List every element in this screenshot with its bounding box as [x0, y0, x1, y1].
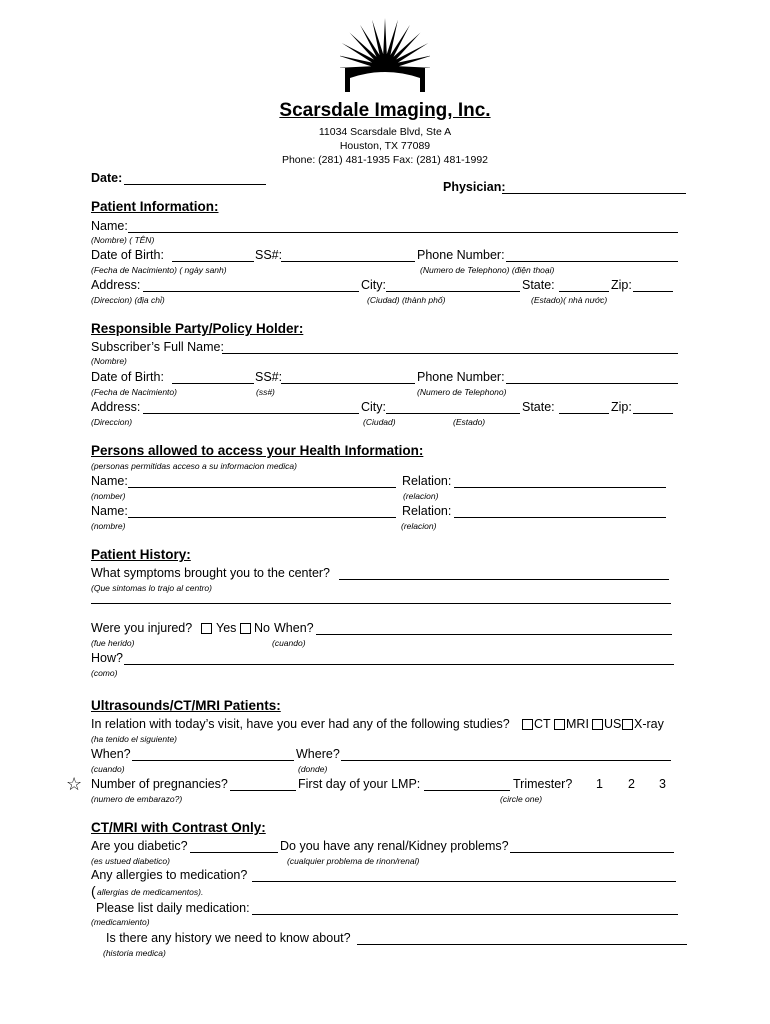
patient-address-label: Address:	[91, 278, 141, 292]
studies-question: In relation with today’s visit, have you ever had any of the following studies?	[91, 717, 510, 731]
patient-city-label: City:	[361, 278, 386, 292]
trimester-option-1[interactable]: 1	[596, 777, 603, 791]
extra-history-label: Is there any history we need to know about?	[106, 931, 351, 945]
resp-dob-label: Date of Birth:	[91, 370, 164, 384]
resp-zip-field[interactable]	[633, 413, 673, 414]
company-city: Houston, TX 77089	[339, 140, 431, 152]
access-name1-field[interactable]	[128, 487, 396, 488]
symptoms-field[interactable]	[339, 579, 669, 580]
patient-dob-field[interactable]	[172, 261, 254, 262]
patient-phone-field[interactable]	[506, 261, 678, 262]
access-relation2-label: Relation:	[402, 504, 452, 518]
patient-city-sub: (Ciudad) (thành phố)	[367, 295, 446, 305]
patient-address-sub: (Direccion) (địa chỉ)	[91, 295, 165, 305]
ct-label: CT	[534, 717, 551, 731]
studies-question-sub: (ha tenido el siguiente)	[91, 734, 178, 744]
access-heading: Persons allowed to access your Health Information:	[91, 443, 424, 458]
extra-history-field[interactable]	[357, 944, 687, 945]
medication-label: Please list daily medication:	[96, 901, 250, 915]
symptoms-label: What symptoms brought you to the center?	[91, 566, 331, 580]
company-street: 11034 Scarsdale Blvd, Ste A	[318, 126, 452, 138]
diabetic-label: Are you diabetic?	[91, 839, 188, 853]
resp-state-label: State:	[522, 400, 555, 414]
resp-phone-sub: (Numero de Telephono)	[417, 387, 507, 397]
us-label: US	[604, 717, 622, 731]
imaging-heading: Ultrasounds/CT/MRI Patients:	[91, 698, 281, 713]
how-label: How?	[91, 651, 123, 665]
patient-ss-label: SS#:	[255, 248, 283, 262]
resp-dob-sub: (Fecha de Nacimiento)	[91, 387, 177, 397]
study-when-sub: (cuando)	[91, 764, 125, 774]
access-name2-sub: (nombre)	[91, 521, 126, 531]
injured-when-label: When?	[274, 621, 314, 635]
resp-address-field[interactable]	[143, 413, 359, 414]
injured-when-field[interactable]	[316, 634, 672, 635]
injured-no-label: No	[254, 621, 270, 635]
star-icon: ☆	[66, 774, 83, 794]
sunburst-logo-icon	[340, 16, 430, 92]
company-phone-fax: Phone: (281) 481-1935 Fax: (281) 481-1992	[281, 154, 489, 166]
access-relation2-field[interactable]	[454, 517, 666, 518]
subscriber-label: Subscriber’s Full Name:	[91, 340, 224, 354]
medication-field[interactable]	[252, 914, 678, 915]
diabetic-field[interactable]	[190, 852, 278, 853]
access-relation1-sub: (relacion)	[403, 491, 439, 501]
trimester-option-3[interactable]: 3	[659, 777, 666, 791]
patient-phone-sub: (Numero de Telephono) (điện thoại)	[420, 265, 555, 275]
patient-dob-sub: (Fecha de Nacimiento) ( ngày sanh)	[91, 265, 227, 275]
study-where-label: Where?	[296, 747, 340, 761]
xray-label: X-ray	[634, 717, 664, 731]
how-field[interactable]	[124, 664, 674, 665]
renal-field[interactable]	[510, 852, 674, 853]
access-heading-sub: (personas permitidas acceso a su informacion medica)	[91, 461, 297, 471]
responsible-heading: Responsible Party/Policy Holder:	[91, 321, 304, 336]
lmp-label: First day of your LMP:	[298, 777, 421, 791]
patient-dob-label: Date of Birth:	[91, 248, 164, 262]
diabetic-sub: (es ustued diabetico)	[91, 856, 170, 866]
access-relation1-field[interactable]	[454, 487, 666, 488]
allergies-sub: allergias de medicamentos).	[97, 887, 204, 897]
us-checkbox[interactable]	[592, 719, 603, 730]
xray-checkbox[interactable]	[622, 719, 633, 730]
access-name2-field[interactable]	[128, 517, 396, 518]
access-relation2-sub: (relacion)	[401, 521, 437, 531]
injured-when-sub: (cuando)	[272, 638, 306, 648]
resp-city-sub: (Ciudad)	[363, 417, 396, 427]
study-when-field[interactable]	[132, 760, 294, 761]
injured-sub: (fue herido)	[91, 638, 135, 648]
resp-dob-field[interactable]	[172, 383, 254, 384]
resp-city-label: City:	[361, 400, 386, 414]
subscriber-field[interactable]	[222, 353, 678, 354]
patient-state-label: State:	[522, 278, 555, 292]
resp-address-label: Address:	[91, 400, 141, 414]
access-name1-label: Name:	[91, 474, 128, 488]
resp-state-sub: (Estado)	[453, 417, 486, 427]
medication-sub: (medicamiento)	[91, 917, 150, 927]
patient-name-sub: (Nombre) ( TÊN)	[91, 235, 155, 245]
pregnancies-sub: (numero de embarazo?)	[91, 794, 183, 804]
renal-label: Do you have any renal/Kidney problems?	[280, 839, 509, 853]
patient-zip-label: Zip:	[611, 278, 632, 292]
resp-address-sub: (Direccion)	[91, 417, 133, 427]
resp-zip-label: Zip:	[611, 400, 632, 414]
mri-label: MRI	[566, 717, 589, 731]
injured-yes-label: Yes	[216, 621, 237, 635]
trimester-option-2[interactable]: 2	[628, 777, 635, 791]
patient-city-field[interactable]	[386, 291, 520, 292]
access-relation1-label: Relation:	[402, 474, 452, 488]
resp-ss-field[interactable]	[281, 383, 415, 384]
patient-phone-label: Phone Number:	[417, 248, 505, 262]
patient-address-field[interactable]	[143, 291, 359, 292]
lmp-field[interactable]	[424, 790, 510, 791]
patient-state-field[interactable]	[559, 291, 609, 292]
company-name: Scarsdale Imaging, Inc.	[279, 100, 491, 121]
access-name1-sub: (nomber)	[91, 491, 126, 501]
history-heading: Patient History:	[91, 547, 191, 562]
ct-checkbox[interactable]	[522, 719, 533, 730]
resp-ss-label: SS#:	[255, 370, 283, 384]
date-field[interactable]	[124, 184, 266, 185]
how-sub: (como)	[91, 668, 118, 678]
resp-phone-field[interactable]	[506, 383, 678, 384]
extra-history-sub: (historia medica)	[103, 948, 166, 958]
access-name2-label: Name:	[91, 504, 128, 518]
contrast-heading: CT/MRI with Contrast Only:	[91, 820, 266, 835]
circle-one-sub: (circle one)	[500, 794, 543, 804]
mri-checkbox[interactable]	[554, 719, 565, 730]
symptoms-sub: (Que sintomas lo trajo al centro)	[91, 583, 212, 593]
symptoms-field-line2[interactable]	[91, 603, 671, 604]
physician-label: Physician:	[443, 180, 506, 194]
trimester-label: Trimester?	[513, 777, 573, 791]
patient-info-heading: Patient Information:	[91, 199, 219, 214]
resp-ss-sub: (ss#)	[256, 387, 275, 397]
injured-label: Were you injured?	[91, 621, 193, 635]
allergies-label: Any allergies to medication?	[91, 868, 248, 882]
pregnancies-label: Number of pregnancies?	[91, 777, 228, 791]
injured-yes-checkbox[interactable]	[201, 623, 212, 634]
date-label: Date:	[91, 171, 123, 185]
renal-sub: (cualquier problema de rinon/renal)	[287, 856, 420, 866]
patient-ss-field[interactable]	[281, 261, 415, 262]
resp-city-field[interactable]	[386, 413, 520, 414]
resp-state-field[interactable]	[559, 413, 609, 414]
allergies-paren: (	[91, 883, 96, 899]
patient-name-label: Name:	[91, 219, 128, 233]
patient-state-sub: (Estado)( nhà nước)	[531, 295, 608, 305]
injured-no-checkbox[interactable]	[240, 623, 251, 634]
subscriber-sub: (Nombre)	[91, 356, 127, 366]
patient-zip-field[interactable]	[633, 291, 673, 292]
study-where-sub: (donde)	[298, 764, 328, 774]
physician-field[interactable]	[502, 193, 686, 194]
pregnancies-field[interactable]	[230, 790, 296, 791]
study-when-label: When?	[91, 747, 131, 761]
allergies-field[interactable]	[252, 881, 676, 882]
study-where-field[interactable]	[341, 760, 671, 761]
resp-phone-label: Phone Number:	[417, 370, 505, 384]
patient-name-field[interactable]	[128, 232, 678, 233]
